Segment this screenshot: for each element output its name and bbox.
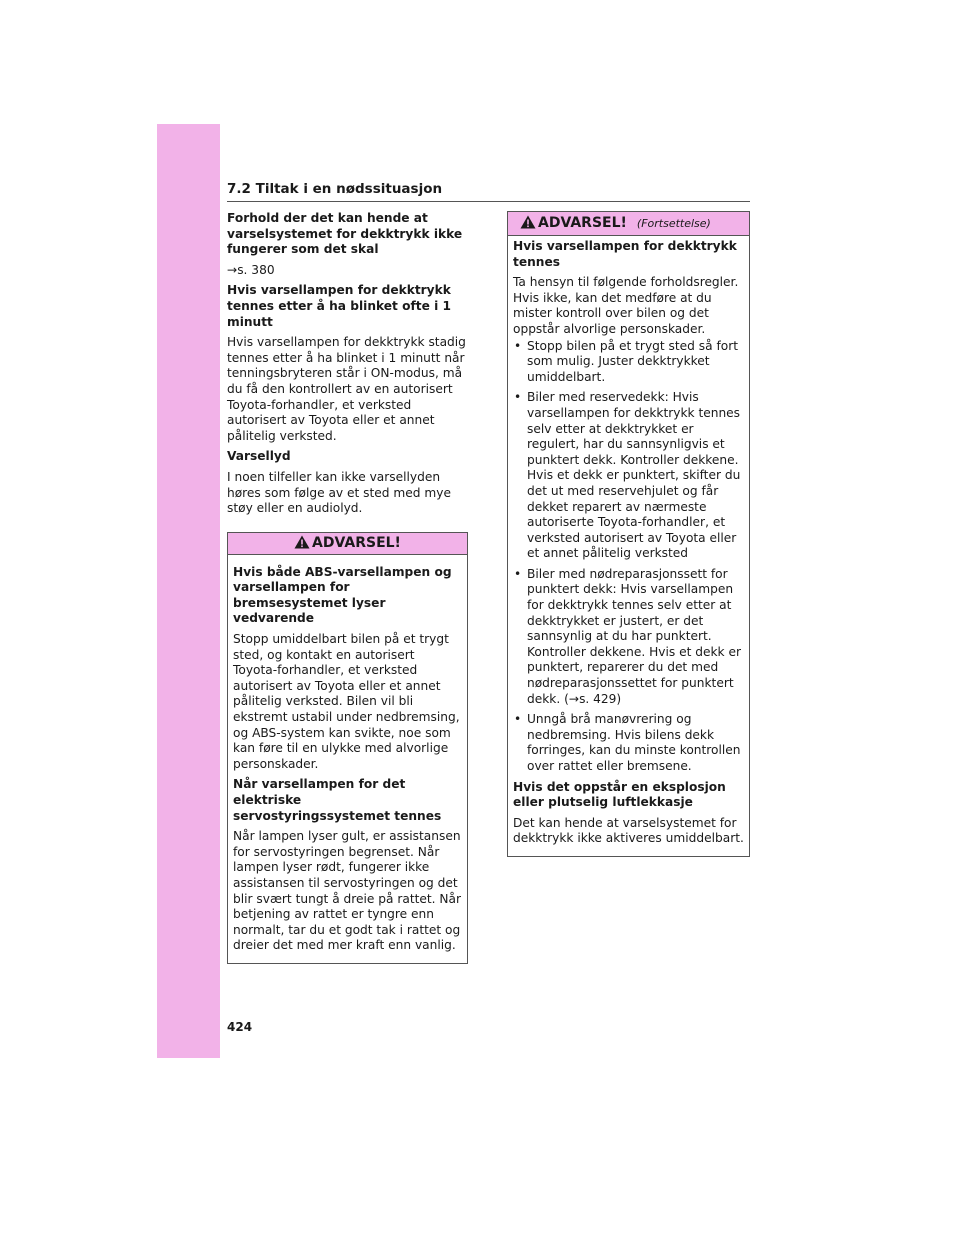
- chapter-side-tab: [157, 124, 220, 1058]
- heading-lamp-after-blinking: Hvis varsellampen for dekktrykk tennes etter å ha blinket ofte i 1 minutt: [227, 283, 452, 329]
- warning-heading-abs: Hvis både ABS-varsellampen og varsellampen for bremsesystemet lyser vedvarende: [233, 564, 452, 626]
- warning-body: [228, 555, 467, 963]
- paragraph-lamp-after-blinking: Hvis varsellampen for dekktrykk stadig tennes etter å ha blinket i 1 minutt når tenningsbryteren står i ON-modus, må du få den kontrollert av en autorisert Toyota-forhandler, et verksted autorisert av Toyota eller et annet pålitelig verksted.: [227, 335, 466, 443]
- list-item: • Biler med reservedekk: Hvis varsellampen for dekktrykk tennes selv etter at dekktrykket er regulert, har du sannsynligvis et punktert dekk. Kontroller dekkene. Hvis et dekk er punktert, skifter du det ut med reservehjulet og får dekket reparert av nærmeste autoriserte Toyota-forhandler, et verksted autorisert av Toyota eller et annet pålitelig verksted: [513, 390, 744, 562]
- heading-pressure-system-conditions: Forhold der det kan hende at varselsystemet for dekktrykk ikke fungerer som det skal: [227, 211, 463, 257]
- warning-continued-label: (Fortsettelse): [636, 217, 711, 230]
- warning-body: [508, 236, 749, 856]
- warning-box-continued: [507, 211, 750, 857]
- page-reference-link[interactable]: →s. 380: [227, 262, 275, 277]
- warning-paragraph-abs: Stopp umiddelbart bilen på et trygt sted, og kontakt en autorisert Toyota-forhandler, et verksted autorisert av Toyota eller et annet pålitelig verksted. Bilen vil bli ekstremt ustabil under nedbremsing, og ABS-system kan svikte, noe som kan føre til en ulykke med alvorlige personskader.: [233, 632, 460, 771]
- warning-box: [227, 532, 468, 964]
- warning-paragraph-explosion: Det kan hende at varselsystemet for dekktrykk ikke aktiveres umiddelbart.: [513, 815, 744, 846]
- right-column: [507, 211, 750, 857]
- warning-title-bar: [508, 212, 749, 236]
- warning-title: ADVARSEL!: [312, 534, 401, 551]
- warning-title: ADVARSEL!: [538, 215, 627, 231]
- warning-triangle-icon: [520, 215, 536, 229]
- section-header: 7.2 Tiltak i en nødssituasjon: [227, 180, 750, 202]
- paragraph-warning-sound: I noen tilfeller kan ikke varsellyden høres som følge av et sted med mye støy eller en audiolyd.: [227, 469, 451, 516]
- warning-paragraph-power-steering: Når lampen lyser gult, er assistansen for servostyringen begrenset. Når lampen lyser rødt, fungerer ikke assistansen til servostyringen og det blir svært tungt å dreie på rattet. Når betjening av rattet er tyngre enn normalt, tar du et godt tak i rattet og dreier det med mer kraft enn vanlig.: [233, 829, 462, 953]
- warning-paragraph-tire-lamp: Ta hensyn til følgende forholdsregler. Hvis ikke, kan det medføre at du mister kontroll over bilen og det oppstår alvorlige personskader.: [513, 275, 739, 336]
- list-item: • Unngå brå manøvrering og nedbremsing. Hvis bilens dekk forringes, kan du minste kontrollen over rattet eller bremsene.: [513, 712, 744, 774]
- warning-title-bar: [228, 533, 467, 555]
- heading-warning-sound: Varsellyd: [227, 449, 291, 464]
- list-item: • Stopp bilen på et trygt sted så fort som mulig. Juster dekktrykket umiddelbart.: [513, 339, 744, 386]
- warning-heading-tire-lamp: Hvis varsellampen for dekktrykk tennes: [513, 239, 737, 269]
- warning-triangle-icon: [294, 535, 310, 549]
- warning-heading-explosion: Hvis det oppstår en eksplosjon eller plutselig luftlekkasje: [513, 779, 726, 810]
- warning-bullet-list: [513, 339, 744, 775]
- warning-heading-power-steering: Når varsellampen for det elektriske servostyringssystemet tennes: [233, 777, 442, 823]
- page-number: 424: [227, 1020, 253, 1034]
- left-column: [227, 211, 468, 964]
- list-item: • Biler med nødreparasjonssett for punktert dekk: Hvis varsellampen for dekktrykk tennes selv etter at dekktrykket er justert, er det sannsynlig at du har punktert. Kontroller dekkene. Hvis et dekk er punktert, reparerer du det med nødreparasjonssettet for punktert dekk. (→s. 429): [513, 567, 744, 707]
